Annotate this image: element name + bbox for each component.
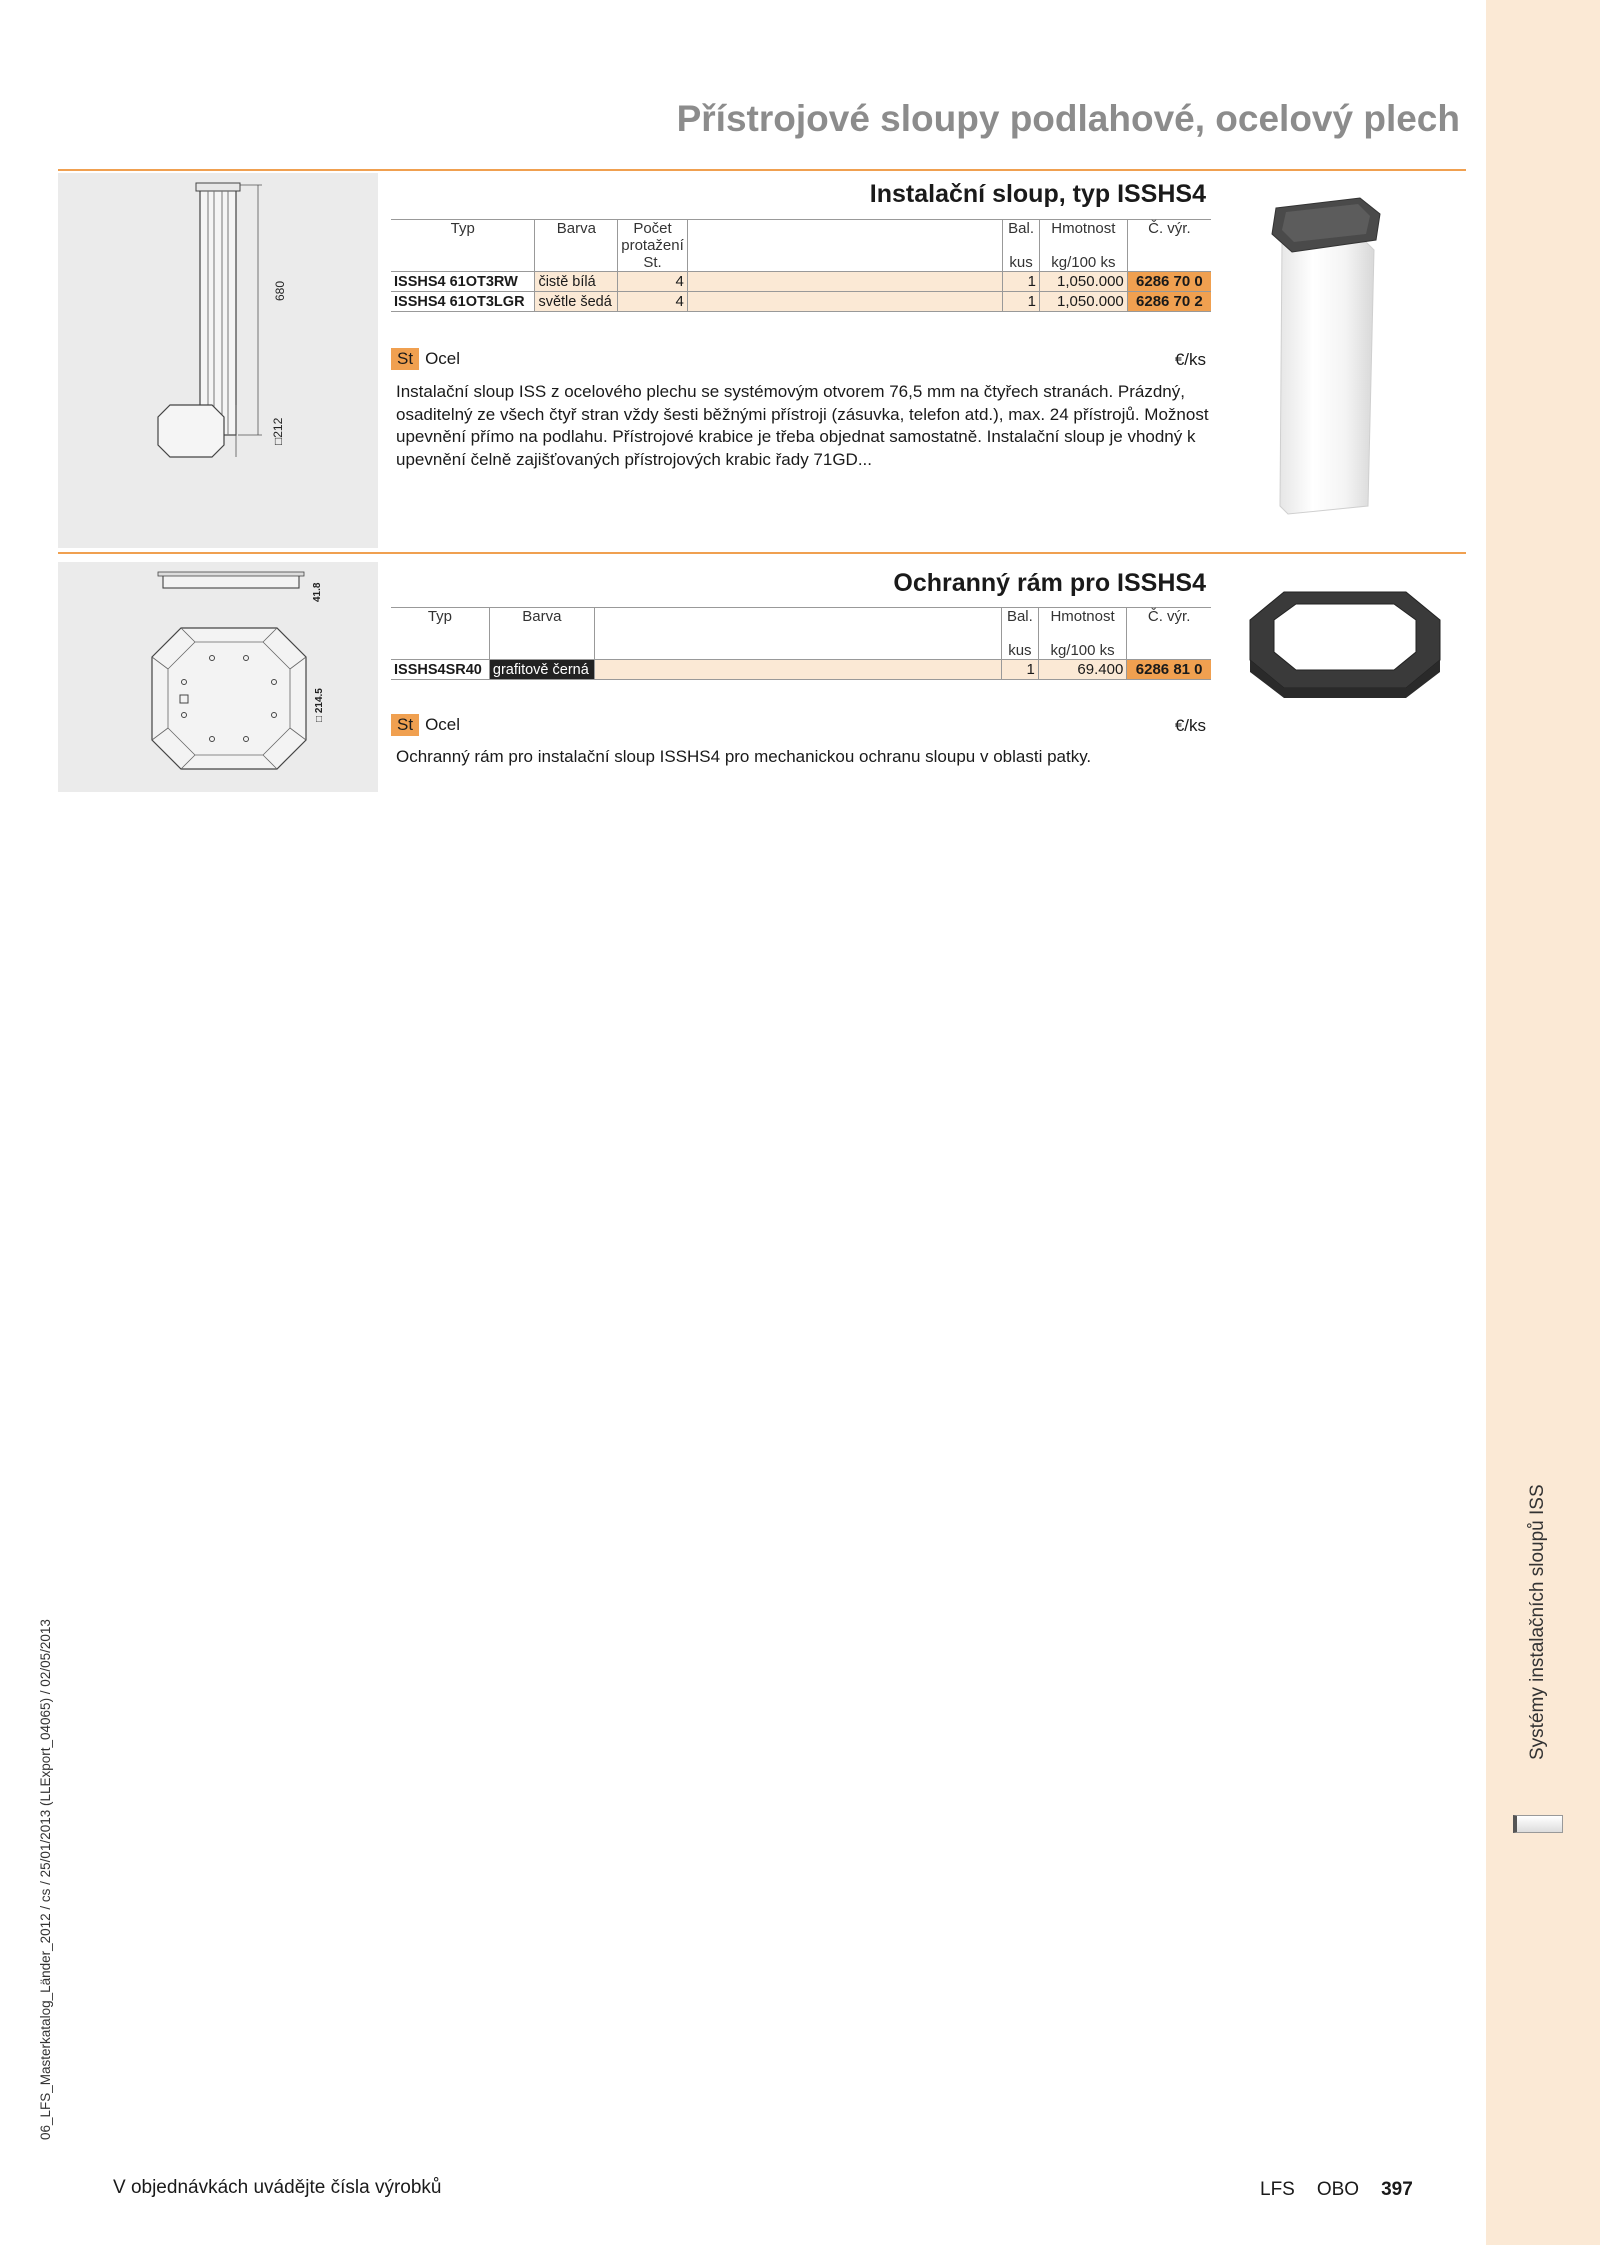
col-header-hmotnost: Hmotnost kg/100 ks bbox=[1039, 220, 1127, 272]
frame-photo bbox=[1240, 582, 1450, 702]
material-line bbox=[391, 348, 460, 370]
article-number: 6286 70 0 bbox=[1127, 272, 1211, 292]
section-divider bbox=[58, 169, 1466, 171]
price-unit: €/ks bbox=[1174, 716, 1206, 735]
material-code-badge: St bbox=[391, 348, 419, 370]
product-title: Ochranný rám pro ISSHS4 bbox=[893, 569, 1206, 597]
col-header-typ: Typ bbox=[427, 608, 453, 625]
frame-height-dimension: 41.8 bbox=[312, 582, 323, 602]
order-table bbox=[391, 607, 1211, 680]
material-code-badge: St bbox=[391, 714, 419, 736]
material-name: Ocel bbox=[425, 715, 461, 734]
col-header-spacer bbox=[594, 608, 1001, 660]
order-table bbox=[391, 219, 1211, 312]
col-header-spacer bbox=[687, 220, 1002, 272]
brand-lfs: LFS bbox=[1260, 2179, 1295, 2200]
square-dimension: □212 bbox=[271, 417, 285, 445]
material-name: Ocel bbox=[425, 349, 461, 368]
side-strip bbox=[1486, 0, 1600, 2245]
column-drawing bbox=[58, 173, 378, 548]
table-row: ISSHS4 61OT3RW čistě bílá 4 1 1,050.000 6286 70 0 bbox=[391, 272, 1211, 292]
footer-note: V objednávkách uvádějte čísla výrobků bbox=[113, 2177, 442, 2198]
drawing-panel bbox=[58, 173, 378, 548]
product-description: Instalační sloup ISS z ocelového plechu se systémovým otvorem 76,5 mm na čtyřech stranách. Prázdný, osaditelný ze všech čtyř stran vždy šesti běžnými přístroji (zásuvka, telefon atd.), max. 24 přístrojů. Možnost upevnění přímo na podlahu. Přístrojové krabice je třeba objednat samostatně. Instalační sloup je vhodný k upevnění čelně zajišťovaných přístrojových krabic řady 71GD... bbox=[396, 382, 1209, 469]
product-description: Ochranný rám pro instalační sloup ISSHS4 pro mechanickou ochranu sloupu v oblasti patky. bbox=[396, 747, 1092, 766]
col-header-cvyr: Č. výr. bbox=[1127, 220, 1211, 272]
product-title: Instalační sloup, typ ISSHS4 bbox=[869, 180, 1206, 208]
column-photo bbox=[1240, 190, 1410, 520]
drawing-panel bbox=[58, 562, 378, 792]
height-dimension: 680 bbox=[273, 280, 287, 301]
margin-note: 06_LFS_Masterkatalog_Länder_2012 / cs / 25/01/2013 (LLExport_04065) / 02/05/2013 bbox=[38, 1619, 53, 2140]
col-header-typ: Typ bbox=[450, 220, 475, 237]
section-label: Systémy instalačních sloupů ISS bbox=[1527, 1484, 1548, 1760]
frame-drawing bbox=[58, 562, 378, 792]
article-number: 6286 70 2 bbox=[1127, 292, 1211, 312]
col-header-pocet: Počet protažení St. bbox=[618, 220, 688, 272]
section-tab-marker bbox=[1513, 1815, 1563, 1833]
section-divider bbox=[58, 552, 1466, 554]
col-header-cvyr: Č. výr. bbox=[1127, 608, 1211, 660]
page-number: 397 bbox=[1381, 2179, 1413, 2200]
price-unit: €/ks bbox=[1174, 350, 1206, 369]
page-title: Přístrojové sloupy podlahové, ocelový plech bbox=[676, 98, 1460, 139]
footer-brand bbox=[1260, 2179, 1468, 2201]
col-header-barva: Barva bbox=[535, 220, 618, 272]
frame-square-dimension: □ 214.5 bbox=[314, 688, 325, 722]
col-header-barva: Barva bbox=[489, 608, 594, 660]
brand-obo: OBO bbox=[1316, 2179, 1360, 2200]
material-line bbox=[391, 714, 460, 736]
table-row: ISSHS4SR40 grafitově černá 1 69.400 6286 81 0 bbox=[391, 660, 1211, 680]
table-row: ISSHS4 61OT3LGR světle šedá 4 1 1,050.000 6286 70 2 bbox=[391, 292, 1211, 312]
col-header-bal: Bal. kus bbox=[1003, 220, 1040, 272]
col-header-hmotnost: Hmotnost kg/100 ks bbox=[1038, 608, 1126, 660]
col-header-bal: Bal. kus bbox=[1001, 608, 1038, 660]
article-number: 6286 81 0 bbox=[1127, 660, 1211, 680]
